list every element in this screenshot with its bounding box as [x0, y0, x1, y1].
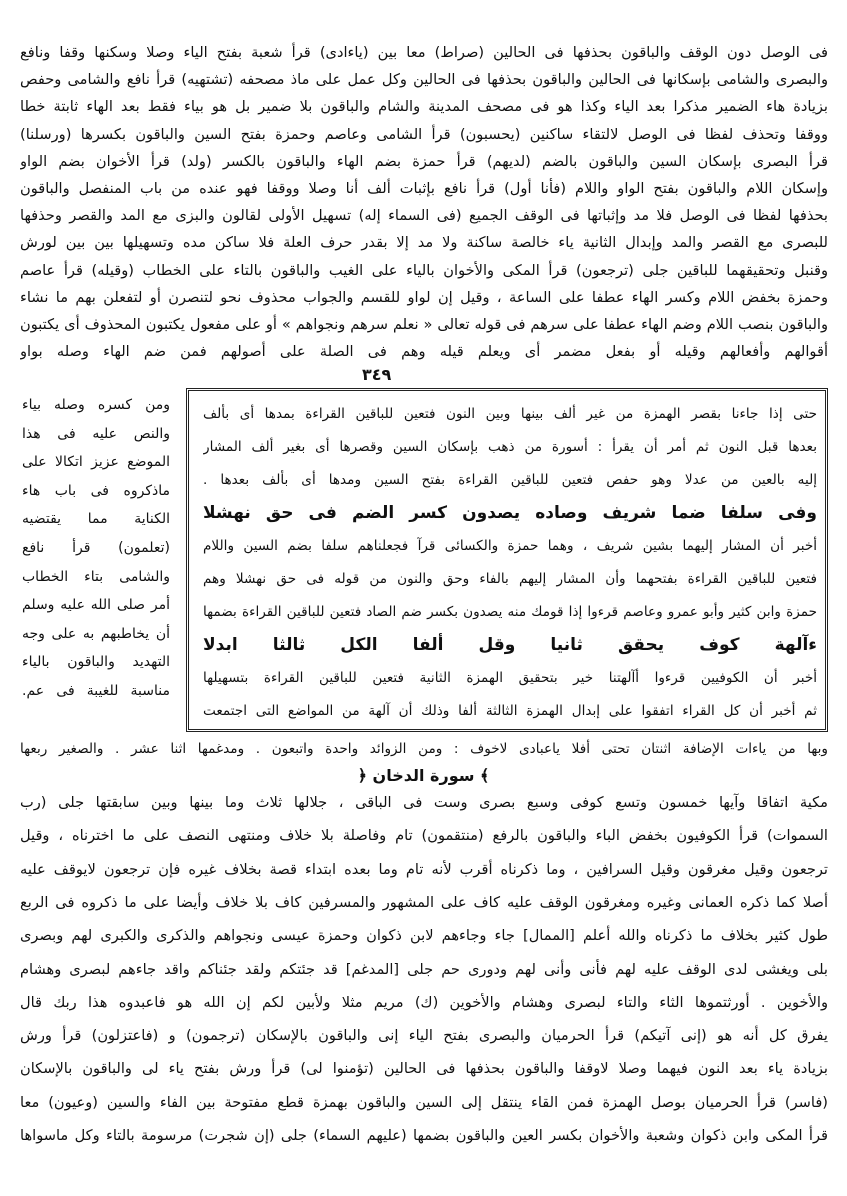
text-line: السموات) قرأ الكوفيون بخفض الباء والباقون بالرفع (منتقمون) تام وفاصلة بلا خلاف ومنتهى النصف على ما اخترناه ، وقيل	[20, 827, 828, 845]
text-line: ووقفا وتحذف لفظا فى الوصل لالتقاء ساكنين (يحسبون) قرأ الشامى وعاصم وحمزة بفتح السين والباقون بكسرها (ورسلنا)	[20, 125, 828, 143]
box-text-line: حتى إذا جاءنا بقصر الهمزة من غير ألف بينها وبين النون فتعين للباقين القراءة بمدها أى بألف	[203, 406, 817, 422]
surah-title: ﴿ سورة الدخان ﴾	[357, 766, 490, 785]
text-line: بلى ويغشى لدى الوقف عليه لهم فأنى وأنى لهم ودورى حم جلى [المدغم] قد جئتكم ولقد جئناكم واقد جاءهم لبصرى وهشام	[20, 960, 828, 978]
side-text-line: أن يخاطبهم به على وجه	[22, 625, 170, 642]
side-text-line: ومن كسره وصله بياء	[22, 397, 170, 413]
text-line: والباقون بنصب اللام وضم الهاء عطفا على سرهم فى قوله تعالى « نعلم سرهم ونجواهم » أو على مفعول يكتبون المحذوف أى يكتبون	[20, 316, 828, 333]
text-line: مكية اتفاقا وآيها خمسون وتسع كوفى وسبع بصرى وست فى الباقى ، جلالها ثلاث وما بينها وبين سابقتها جلى (رب	[20, 794, 828, 811]
side-text-line: الموضع عزيز اتكالا على	[22, 454, 170, 471]
text-line: ترجعون وقيل مغرقون وقيل السرافين ، وما ذكرناه أقرب لأنه تام وما بعده ابتداء قصة بخلاف غيره فإن ترجعون لايوقف عليه	[20, 860, 828, 878]
verse-line: وفى سلفا ضما شريف وصاده يصدون كسر الضم فى حق نهشلا	[203, 503, 817, 523]
text-line: فى الوصل دون الوقف والباقون بحذفها فى الحالين (صراط) معا بين (ياءادى) قرأ شعبة بفتح الياء وصلا وسكنها وقفا ونافع	[20, 44, 828, 61]
side-text-line: الكناية مما يقتضيه	[22, 511, 170, 528]
text-line: بحذفها لفظا فى الوصل فلا مد وإثباتها فى الوقف الجميع (فى السماء إله) تسهيل الأولى لقالون والبزى مع المد والقصر وحذفها	[20, 207, 828, 225]
text-line: بزيادة هاء الضمير مذكرا بعد الياء وكذا هو فى مصحف المدينة والشام والباقون بلا ضمير بل هو بياء فقط بعد الهاء ثابتة خطا	[20, 98, 828, 116]
box-text-line: إليه بالعين من عدلا وهو حفص فتعين للباقين القراءة بفتح السين ومدها أى بألف بعدها .	[203, 472, 817, 488]
text-line: والبصرى والشامى بإسكانها فى الحالين والباقون بحذفها فى الحالين وكل عمل على ماذ مصحفه (تشتهيه) قرأ نافع والشامى وحفص	[20, 71, 828, 89]
side-text-line: والشامى بتاء الخطاب	[22, 568, 170, 585]
text-line: وقنبل وتحقيقهما للباقين جلى (ترجعون) قرأ المكى والأخوان بالياء على الغيب والباقون بالتاء على الخطاب (وقيله) قرأ عاصم	[20, 261, 828, 279]
text-line: أصلا كما ذكره العمانى وغيره ومغرقون الوقف عليه كاف على المشهور والمسرفين كاف بلا خلاف وأيضا على ما ذكروه فى الربع	[20, 893, 828, 911]
verse-line: ءآلهة كوف يحقق ثانيا وقل ألفا الكل ثالثا ابدلا	[203, 635, 817, 655]
text-line: قرأ المكى وابن ذكوان وشعبة والأخوان بكسر العين والباقون بضمها (عليهم السماء) جلى (إن شجرت) مرسومة بالتاء وكل ماسواها	[20, 1127, 828, 1144]
box-text-line: حمزة وابن كثير وأبو عمرو وعاصم قرءوا إذا قومك منه يصدون بكسر ضم الصاد فتعين للباقين القراءة بضمها	[203, 604, 817, 620]
side-text-line: ماذكروه فى باب هاء	[22, 482, 170, 499]
text-line: قرأ البصرى بإسكان السين والباقون بالضم (لديهم) قرأ حمزة بضم الهاء والباقون بالكسر (ولد) قرأ الأخوان بضم الواو	[20, 152, 828, 170]
side-text-line: والنص عليه فى هذا	[22, 425, 170, 442]
box-text-line: ثم أخبر أن كل القراء اتفقوا على إبدال الهمزة الثالثة ألفا وذلك أن آلهة من المواضع التى اجتمعت	[203, 703, 817, 719]
box-text-line: أخبر أن الكوفيين قرءوا أآلهتنا خير بتحقيق الهمزة الثانية فتعين للباقين القراءة بتسهيلها	[203, 670, 817, 686]
text-line: أقوالهم وأفعالهم وقيله أو بفعل مضمر أى ويعلم قيله وهم فى الصلة على أصولهم فمن ضم الهاء وصله بواو	[20, 343, 828, 361]
side-text-line: التهديد والباقون بالياء	[22, 654, 170, 671]
text-line: طول كثير بخلاف ما ذكرناه والله أعلم [الممال] جاء وجاءهم لابن ذكوان وحمزة عيسى ونجواهم والذكرى والكبرى لهم وبصرى	[20, 927, 828, 945]
text-line: للبصرى مع القصر والمد وإبدال الثانية ياء خالصة ساكنة ولا مد إلا بقدر حرف العلة فلا ساكن مده وتسهيلها بين بين لورش	[20, 234, 828, 252]
text-line: يفرق كل أنه هو (إنى آتيكم) قرأ الحرميان والبصرى بفتح الياء إنى والباقون بالإسكان (ترجمون) و (فاعتزلون) قرأ ورش	[20, 1027, 828, 1045]
text-line: بزيادة ياء بعد النون فيهما وصلا لاوقفا والباقون بحذفها فى الحالين (تؤمنوا لى) قرأ ورش بفتح ياء لى والباقون بالإسكان	[20, 1060, 828, 1078]
text-line: وإسكان اللام والباقون بفتح الواو واللام (فأنا أول) قرأ نافع بإثبات ألف أنا وصلا ووقفا فهو عنده من باب المنفصل والباقون	[20, 180, 828, 197]
side-text-line: مناسبة للغيبة فى عم.	[22, 683, 170, 699]
after-box-line: وبها من ياءات الإضافة اثنتان تحتى أفلا ياعبادى لاخوف : ومن الزوائد واحدة واتبعون . ومدغمها اثنا عشر . والصغير ربعها	[20, 741, 828, 757]
text-line: والأخوين . أورثتموها الثاء والتاء لبصرى وهشام والأخوين (ك) مريم مثلا ولأبين لكم إن الله هو فاعبدوه هذا ربك قال	[20, 993, 828, 1011]
commentary-box	[186, 388, 828, 732]
box-text-line: بعدها قبل النون ثم أمر أن يقرأ : أسورة من ذهب بإسكان السين وقصرها أى بغير ألف المشار	[203, 439, 817, 455]
box-text-line: فتعين للباقين القراءة بفتحهما وأن المشار إليهم بالفاء وحق والنون من قوله فى حق نهشلا وهم	[203, 571, 817, 587]
box-text-line: أخبر أن المشار إليهما بشين شريف ، وهما حمزة والكسائى قرآ فجعلناهم سلفا بضم السين واللام	[203, 538, 817, 554]
text-line: وحمزة بخفض اللام وكسر الهاء عطفا على الساعة ، وقيل إن لواو للقسم والجواب محذوف نحو لتنصرن أو لتفعلن بهم ما نشاء	[20, 288, 828, 306]
side-text-line: أمر صلى الله عليه وسلم	[22, 597, 170, 614]
page-number: ٣٤٩	[362, 365, 392, 384]
side-text-line: (تعلمون) قرأ نافع	[22, 540, 170, 556]
text-line: (فاسر) قرأ الحرميان بوصل الهمزة فمن القاء ينتقل إلى السين والباقون بهمزة قطع مفتوحة بين الفاء والسين (وعيون) معا	[20, 1093, 828, 1111]
